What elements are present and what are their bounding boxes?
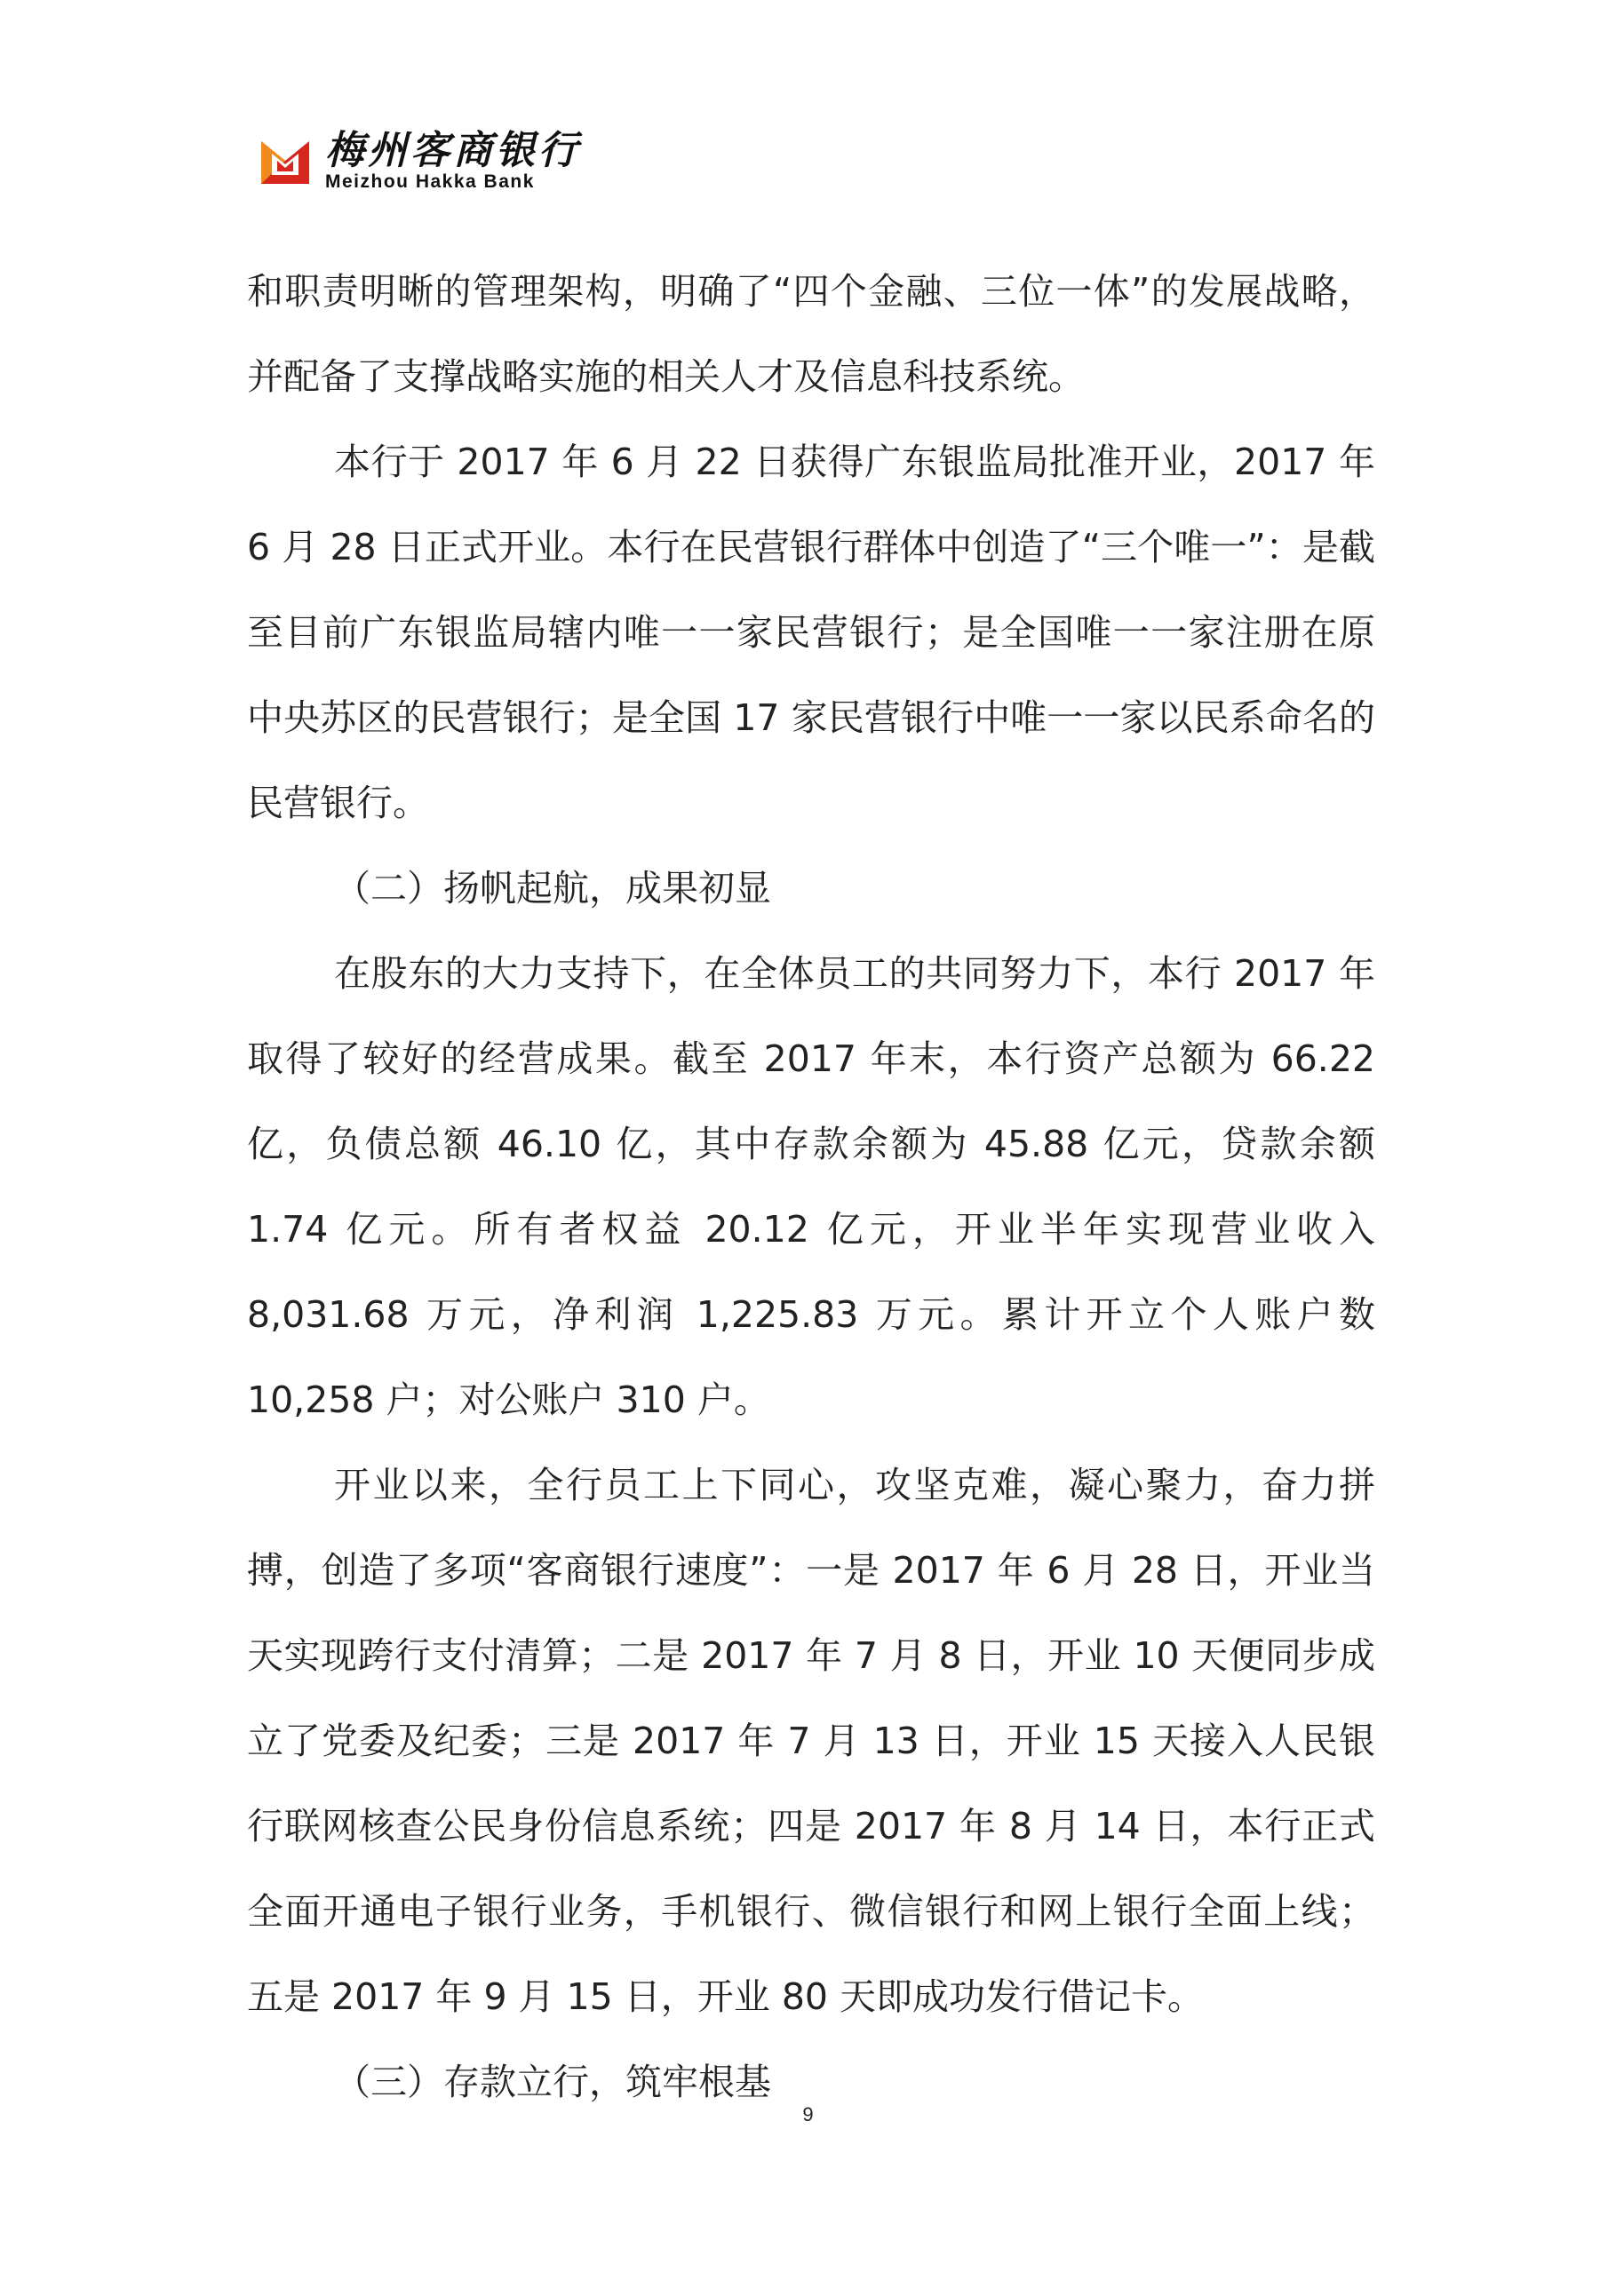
paragraph: 开业以来，全行员工上下同心，攻坚克难，凝心聚力，奋力拼搏，创造了多项“客商银行速度”：一是 2017 年 6 月 28 日，开业当天实现跨行支付清算；二是 2017 年 7 月 8 日，开业 10 天便同步成立了党委及纪委；三是 2017 年 7 月 13 日，开业 15 天接入人民银行联网核查公民身份信息系统；四是 2017 年 8 月 14 日，本行正式全面开通电子银行业务，手机银行、微信银行和网上银行全面上线；五是 2017 年 9 月 15 日，开业 80 天即成功发行借记卡。 <box>247 1464 1375 2018</box>
logo-english-name: Meizhou Hakka Bank <box>325 171 535 192</box>
paragraph: 和职责明晰的管理架构，明确了“四个金融、三位一体”的发展战略，并配备了支撑战略实施的相关人才及信息科技系统。 <box>247 270 1375 398</box>
paragraph: 在股东的大力支持下，在全体员工的共同努力下，本行 2017 年取得了较好的经营成果。截至 2017 年末，本行资产总额为 66.22 亿，负债总额 46.10 亿，其中存款余额为 45.88 亿元，贷款余额 1.74 亿元。所有者权益 20.12 亿元，开业半年实现营业收入 8,031.68 万元，净利润 1,225.83 万元。累计开立个人账户数 10,258 户；对公账户 310 户。 <box>247 952 1375 1421</box>
page-header <box>258 126 581 197</box>
logo-text <box>325 128 581 193</box>
section-heading: （三）存款立行，筑牢根基 <box>334 2061 771 2103</box>
bank-logo-icon <box>258 134 313 189</box>
page-number: 9 <box>802 2103 814 2125</box>
paragraph: 本行于 2017 年 6 月 22 日获得广东银监局批准开业，2017 年 6 月 28 日正式开业。本行在民营银行群体中创造了“三个唯一”：是截至目前广东银监局辖内唯一一家民营银行；是全国唯一一家注册在原中央苏区的民营银行；是全国 17 家民营银行中唯一一家以民系命名的民营银行。 <box>247 441 1375 824</box>
logo-chinese-name: 梅州客商银行 <box>325 128 581 173</box>
section-heading: （二）扬帆起航，成果初显 <box>334 867 771 910</box>
document-body <box>247 249 1375 2125</box>
